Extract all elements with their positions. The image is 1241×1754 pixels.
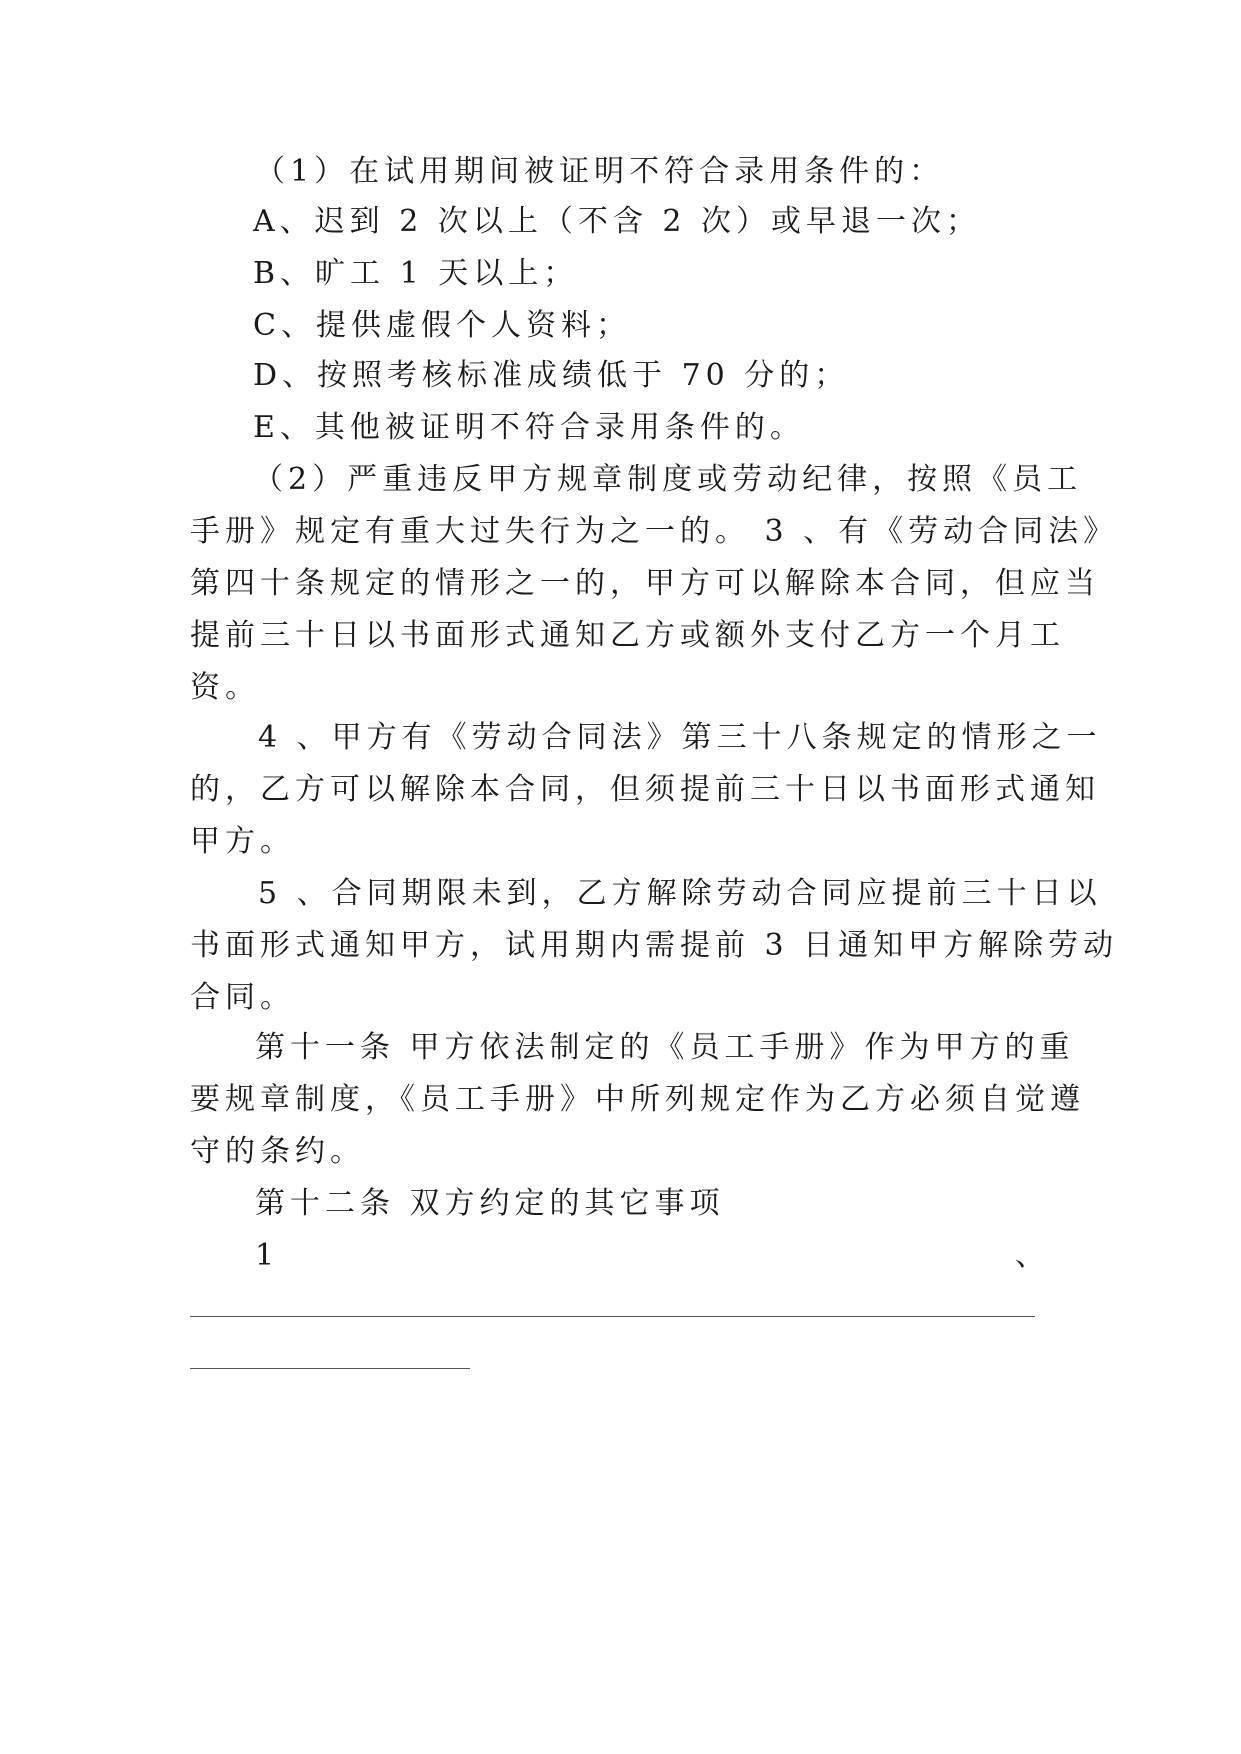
text-line: （2）严重违反甲方规章制度或劳动纪律，按照《员工: [253, 462, 1083, 497]
blank-fill-line: [190, 1316, 1035, 1317]
text-line: E、其他被证明不符合录用条件的。: [253, 410, 805, 445]
text-line: 书面形式通知甲方，试用期内需提前 3 日通知甲方解除劳动: [190, 928, 1119, 963]
text-line: 4 、甲方有《劳动合同法》第三十八条规定的情形之一: [258, 720, 1102, 755]
trailing-comma: 、: [1015, 1238, 1045, 1273]
text-line: 资。: [190, 670, 260, 705]
text-line: 第十二条 双方约定的其它事项: [255, 1186, 725, 1221]
text-line: 守的条约。: [190, 1134, 365, 1169]
text-line: 合同。: [190, 980, 295, 1015]
text-line: B、旷工 1 天以上；: [253, 256, 579, 291]
text-line: 第十一条 甲方依法制定的《员工手册》作为甲方的重: [255, 1030, 1075, 1065]
text-line: 5 、合同期限未到，乙方解除劳动合同应提前三十日以: [258, 876, 1102, 911]
text-line: （1）在试用期间被证明不符合录用条件的：: [255, 154, 945, 189]
blank-fill-line: [190, 1368, 470, 1369]
text-line: 甲方。: [190, 824, 295, 859]
text-line: 的，乙方可以解除本合同，但须提前三十日以书面形式通知: [190, 772, 1100, 807]
text-line: C、提供虚假个人资料；: [253, 308, 631, 343]
text-line: 要规章制度，《员工手册》中所列规定作为乙方必须自觉遵: [190, 1082, 1085, 1117]
text-line: 手册》规定有重大过失行为之一的。 3 、有《劳动合同法》: [190, 514, 1119, 549]
text-line: D、按照考核标准成绩低于 70 分的；: [253, 358, 850, 393]
text-line: A、迟到 2 次以上（不含 2 次）或早退一次；: [253, 204, 981, 239]
text-line: 提前三十日以书面形式通知乙方或额外支付乙方一个月工: [190, 618, 1065, 653]
text-line: 第四十条规定的情形之一的，甲方可以解除本合同，但应当: [190, 566, 1100, 601]
text-line: 1: [255, 1238, 280, 1273]
